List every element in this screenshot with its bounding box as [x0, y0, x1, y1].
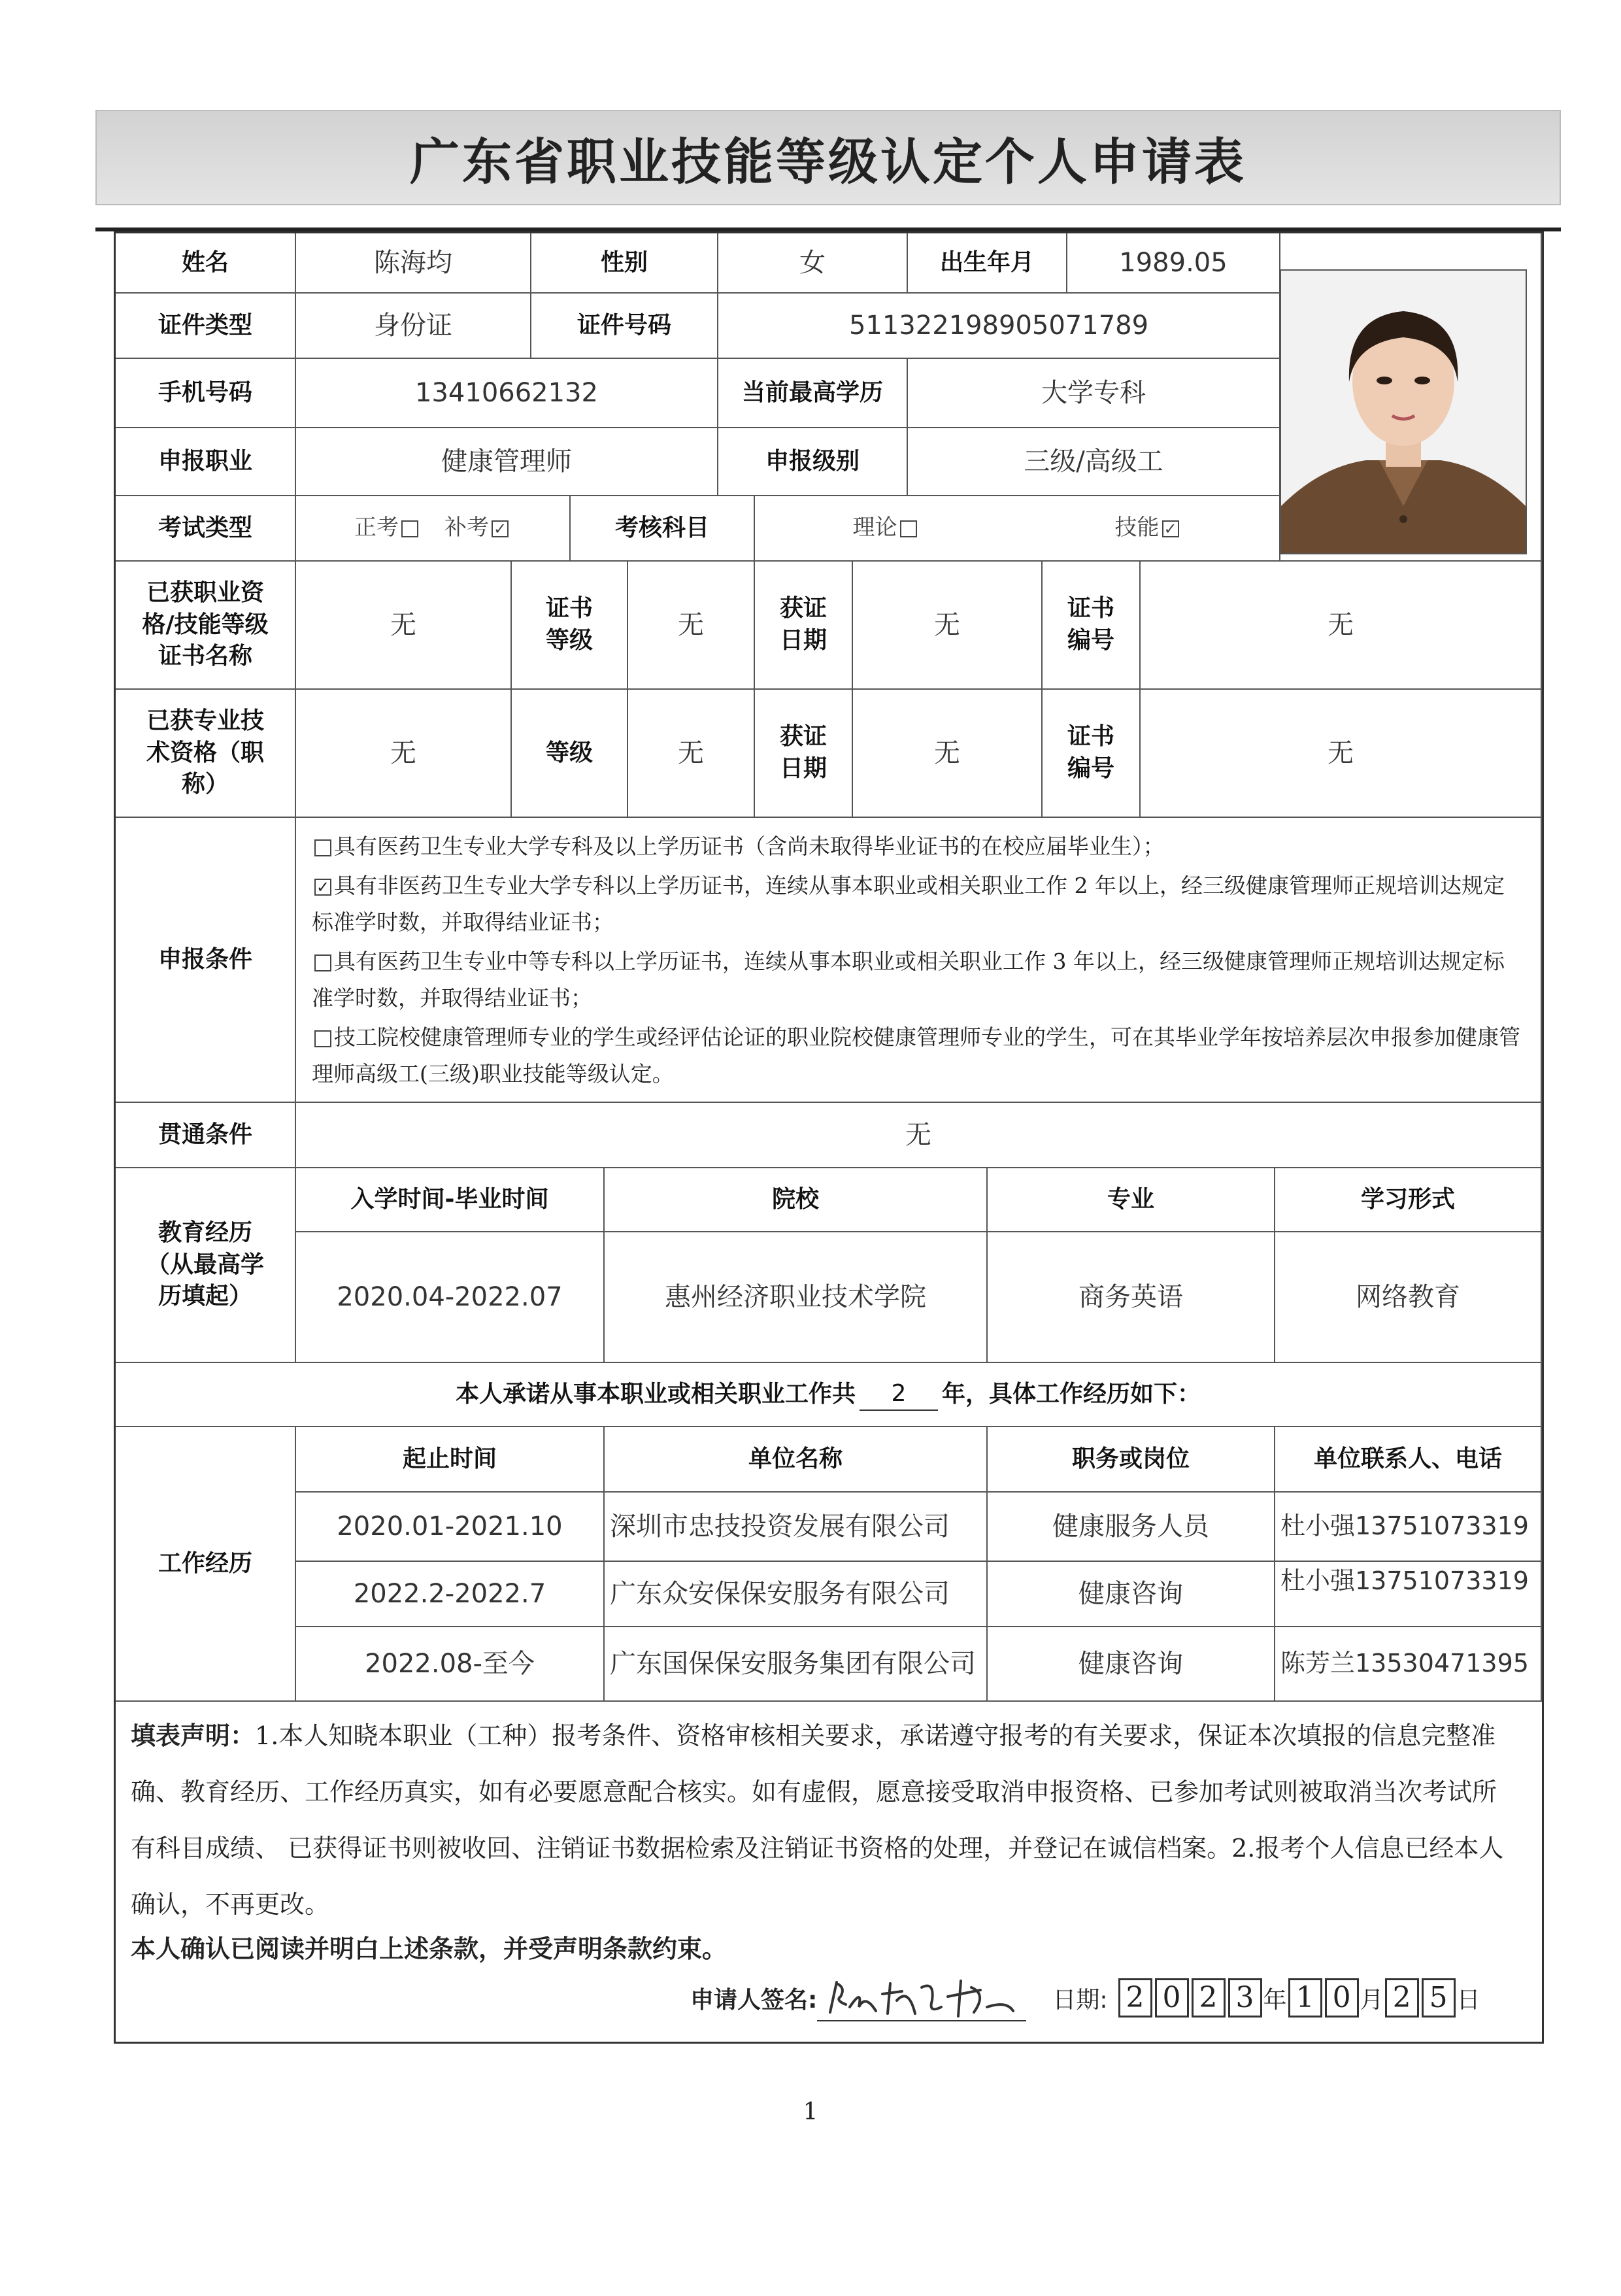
education-level-label: 当前最高学历: [718, 359, 908, 428]
work-header-company: 单位名称: [605, 1427, 988, 1493]
name-label: 姓名: [116, 233, 296, 294]
edu-period[interactable]: 2020.04-2022.07: [296, 1232, 605, 1363]
work-row-1-position[interactable]: 健康服务人员: [988, 1493, 1275, 1562]
day-digit-2[interactable]: 5: [1422, 1978, 1456, 2017]
year-digit-4[interactable]: 3: [1228, 1978, 1262, 2017]
condition-item-3[interactable]: 具有医药卫生专业中等专科以上学历证书，连续从事本职业或相关职业工作 3 年以上，经三级健康管理师正规培训达规定标准学时数，并取得结业证书；: [312, 949, 1505, 1011]
condition-item-1[interactable]: 具有医药卫生专业大学专科及以上学历证书（含尚未取得毕业证书的在校应届毕业生）；: [312, 828, 1165, 865]
certificate-level-label: 证书等级: [512, 562, 628, 690]
work-row-3-contact[interactable]: 陈芳兰13530471395: [1275, 1627, 1542, 1702]
work-promise: 本人承诺从事本职业或相关职业工作共 2 年，具体工作经历如下：: [116, 1363, 1542, 1427]
work-label: 工作经历: [116, 1427, 296, 1702]
apply-level-label: 申报级别: [718, 428, 908, 496]
declaration-text: [131, 1708, 1516, 1933]
certificate-level[interactable]: 无: [628, 562, 755, 690]
checkbox-unchecked-icon[interactable]: [314, 839, 331, 856]
id-number-label: 证件号码: [531, 294, 718, 359]
work-header-position: 职务或岗位: [988, 1427, 1275, 1493]
occupation-value[interactable]: 健康管理师: [296, 428, 718, 496]
professional-title-name[interactable]: 无: [296, 690, 512, 818]
professional-title-number-label: 证书编号: [1043, 690, 1141, 818]
handwritten-signature: [817, 1974, 1026, 2020]
declaration-body: 1.本人知晓本职业（工种）报考条件、资格审核相关要求，承诺遵守报考的有关要求，保证本次填报的信息完整准确、教育经历、工作经历真实，如有必要愿意配合核实。如有虚假，愿意接受取消申报资格、已参加考试则被取消当次考试所有科目成绩、 已获得证书则被收回、注销证书数据检索及注销证书资格的处理，并登记在诚信档案。2.报考个人信息已经本人确认，不再更改。: [131, 1721, 1504, 1919]
declaration-confirm: 本人确认已阅读并明白上述条款，并受声明条款约束。: [131, 1934, 727, 1963]
id-type-label: 证件类型: [116, 294, 296, 359]
signature-label: 申请人签名:: [690, 1986, 818, 2014]
birth-label: 出生年月: [908, 233, 1067, 294]
gender-label: 性别: [531, 233, 718, 294]
day-label: 日: [1456, 1986, 1480, 2014]
conditions-label: 申报条件: [116, 818, 296, 1103]
certificate-date-label: 获证日期: [755, 562, 853, 690]
name-value[interactable]: 陈海均: [296, 233, 531, 294]
subject-skill[interactable]: 技能 ✓: [1115, 513, 1182, 543]
work-years[interactable]: 2: [860, 1378, 938, 1411]
exam-type-options: [296, 496, 571, 562]
month-digit-2[interactable]: 0: [1325, 1978, 1359, 2017]
education-level-value[interactable]: 大学专科: [908, 359, 1280, 428]
year-digit-3[interactable]: 2: [1192, 1978, 1226, 2017]
certificate-date[interactable]: 无: [853, 562, 1043, 690]
checkbox-unchecked-icon[interactable]: [900, 520, 917, 537]
work-row-3-period[interactable]: 2022.08-至今: [296, 1627, 605, 1702]
through-value[interactable]: 无: [296, 1103, 1542, 1168]
edu-header-school: 院校: [605, 1168, 988, 1232]
checkbox-unchecked-icon[interactable]: [314, 1030, 331, 1047]
checkbox-checked-icon[interactable]: ✓: [492, 520, 509, 537]
year-label: 年: [1263, 1986, 1287, 2014]
date-label: 日期:: [1052, 1986, 1108, 2014]
certificate-number-label: 证书编号: [1043, 562, 1141, 690]
professional-title-date[interactable]: 无: [853, 690, 1043, 818]
title-banner: [95, 110, 1561, 205]
edu-mode[interactable]: 网络教育: [1275, 1232, 1542, 1363]
edu-header-mode: 学习形式: [1275, 1168, 1542, 1232]
month-digit-1[interactable]: 1: [1288, 1978, 1322, 2017]
subject-theory[interactable]: 理论: [853, 513, 920, 543]
form-title: 广东省职业技能等级认定个人申请表: [410, 132, 1246, 191]
work-row-2-contact[interactable]: 杜小强13751073319: [1275, 1562, 1542, 1627]
professional-title-label: 已获专业技术资格（职称）: [116, 690, 296, 818]
edu-major[interactable]: 商务英语: [988, 1232, 1275, 1363]
edu-header-period: 入学时间-毕业时间: [296, 1168, 605, 1232]
checkbox-checked-icon[interactable]: ✓: [314, 879, 331, 896]
occupation-label: 申报职业: [116, 428, 296, 496]
signature-row: [690, 1972, 1480, 2024]
professional-title-level-label: 等级: [512, 690, 628, 818]
applicant-photo: [1280, 269, 1527, 554]
checkbox-unchecked-icon[interactable]: [401, 520, 418, 537]
gender-value[interactable]: 女: [718, 233, 908, 294]
exam-type-regular[interactable]: 正考: [354, 513, 421, 543]
exam-subject-label: 考核科目: [571, 496, 755, 562]
conditions-list: [296, 818, 1542, 1103]
day-digit-1[interactable]: 2: [1385, 1978, 1419, 2017]
edu-header-major: 专业: [988, 1168, 1275, 1232]
exam-subject-options: [755, 496, 1280, 562]
work-row-2-company[interactable]: 广东众安保保安服务有限公司: [605, 1562, 988, 1627]
declaration-head: 填表声明：: [131, 1721, 256, 1750]
page-number: 1: [803, 2099, 818, 2125]
apply-level-value[interactable]: 三级/高级工: [908, 428, 1280, 496]
signature-field[interactable]: [817, 1974, 1026, 2021]
exam-type-label: 考试类型: [116, 496, 296, 562]
month-label: 月: [1360, 1986, 1384, 2014]
work-row-1-period[interactable]: 2020.01-2021.10: [296, 1493, 605, 1562]
work-row-2-period[interactable]: 2022.2-2022.7: [296, 1562, 605, 1627]
phone-value[interactable]: 13410662132: [296, 359, 718, 428]
id-number-value[interactable]: 511322198905071789: [718, 294, 1280, 359]
certificate-name[interactable]: 无: [296, 562, 512, 690]
work-row-3-position[interactable]: 健康咨询: [988, 1627, 1275, 1702]
birth-value[interactable]: 1989.05: [1067, 233, 1280, 294]
professional-title-level[interactable]: 无: [628, 690, 755, 818]
work-row-1-contact[interactable]: 杜小强13751073319: [1275, 1493, 1542, 1562]
phone-label: 手机号码: [116, 359, 296, 428]
id-type-value[interactable]: 身份证: [296, 294, 531, 359]
year-digit-2[interactable]: 0: [1155, 1978, 1189, 2017]
edu-school[interactable]: 惠州经济职业技术学院: [605, 1232, 988, 1363]
education-label: 教育经历（从最高学历填起）: [116, 1168, 296, 1363]
work-header-contact: 单位联系人、电话: [1275, 1427, 1542, 1493]
condition-item-2[interactable]: ✓ 具有非医药卫生专业大学专科以上学历证书，连续从事本职业或相关职业工作 2 年以上，经三级健康管理师正规培训达规定标准学时数，并取得结业证书；: [312, 873, 1505, 935]
checkbox-unchecked-icon[interactable]: [314, 954, 331, 971]
through-label: 贯通条件: [116, 1103, 296, 1168]
certificate-number[interactable]: 无: [1141, 562, 1542, 690]
work-row-3-company[interactable]: 广东国保保安服务集团有限公司: [605, 1627, 988, 1702]
work-header-period: 起止时间: [296, 1427, 605, 1493]
professional-title-date-label: 获证日期: [755, 690, 853, 818]
year-digit-1[interactable]: 2: [1118, 1978, 1152, 2017]
exam-type-makeup[interactable]: 补考 ✓: [444, 513, 511, 543]
work-row-2-position[interactable]: 健康咨询: [988, 1562, 1275, 1627]
condition-item-4[interactable]: 技工院校健康管理师专业的学生或经评估论证的职业院校健康管理师专业的学生，可在其毕业学年按培养层次申报参加健康管理师高级工(三级)职业技能等级认定。: [312, 1024, 1520, 1087]
checkbox-checked-icon[interactable]: ✓: [1162, 520, 1179, 537]
certificate-label: 已获职业资格/技能等级证书名称: [116, 562, 296, 690]
work-row-1-company[interactable]: 深圳市忠技投资发展有限公司: [605, 1493, 988, 1562]
professional-title-number[interactable]: 无: [1141, 690, 1542, 818]
